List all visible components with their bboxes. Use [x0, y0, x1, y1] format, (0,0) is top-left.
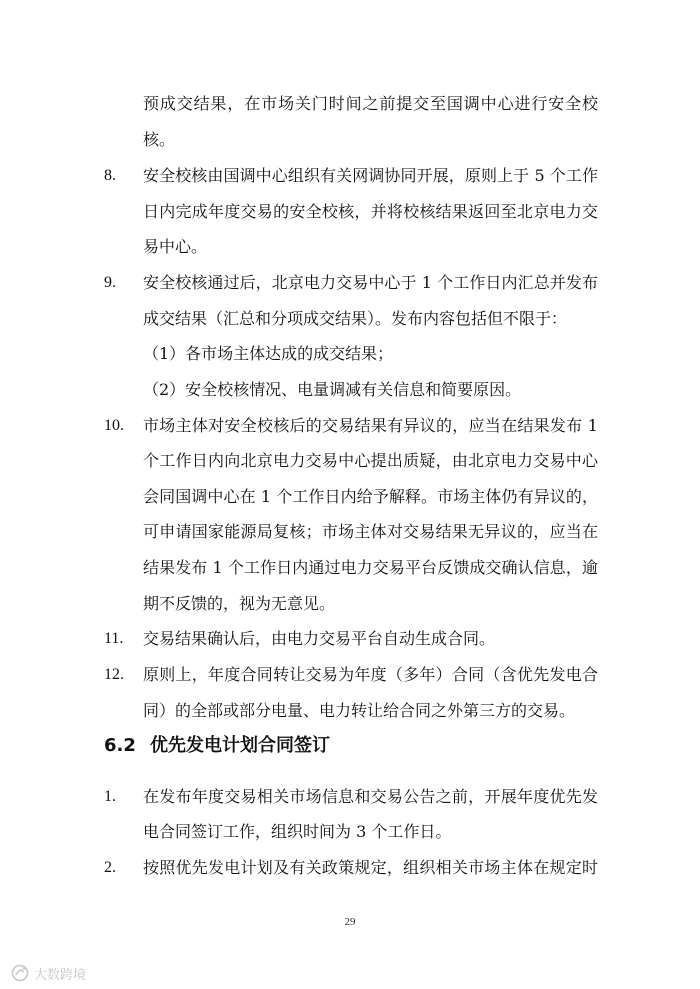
text-line: 可申请国家能源局复核；市场主体对交易结果无异议的，应当在	[143, 522, 598, 541]
text-line: 电合同签订工作，组织时间为 3 个工作日。	[143, 822, 452, 841]
list-number: 11.	[104, 630, 124, 647]
page-number: 29	[344, 916, 356, 928]
text-line: （1）各市场主体达成的成交结果；	[143, 344, 394, 363]
text-line: 按照优先发电计划及有关政策规定，组织相关市场主体在规定时	[143, 858, 598, 877]
text-line: 安全校核由国调中心组织有关网调协同开展，原则上于 5 个工作	[143, 166, 598, 185]
text-line: 在发布年度交易相关市场信息和交易公告之前，开展年度优先发	[143, 787, 598, 806]
list-number: 12.	[104, 666, 124, 683]
watermark	[10, 962, 86, 984]
list-number: 9.	[104, 274, 116, 291]
text-line: 核。	[143, 130, 176, 149]
section-number: 6.2	[104, 735, 136, 756]
list-number: 8.	[104, 167, 116, 184]
text-line: 市场主体对安全校核后的交易结果有异议的，应当在结果发布 1	[143, 416, 598, 435]
text-line: 结果发布 1 个工作日内通过电力交易平台反馈成交确认信息，逾	[143, 558, 598, 577]
watermark-text: 大数跨境	[34, 967, 87, 983]
text-line: 会同国调中心在 1 个工作日内给予解释。市场主体仍有异议的，	[143, 487, 598, 506]
list-number: 2.	[104, 859, 116, 876]
list-number: 1.	[104, 788, 116, 805]
section-heading	[104, 733, 330, 759]
section-title: 优先发电计划合同签订	[150, 735, 330, 756]
text-line: 预成交结果，在市场关门时间之前提交至国调中心进行安全校	[143, 94, 598, 113]
text-line: 同）的全部或部分电量、电力转让给合同之外第三方的交易。	[143, 701, 576, 720]
text-line: 易中心。	[143, 237, 208, 256]
text-line: （2）安全校核情况、电量调减有关信息和简要原因。	[143, 380, 522, 399]
text-line: 原则上，年度合同转让交易为年度（多年）合同（含优先发电合	[143, 665, 598, 684]
text-line: 期不反馈的，视为无意见。	[143, 594, 336, 613]
brand-logo-icon	[10, 963, 30, 983]
text-line: 交易结果确认后，由电力交易平台自动生成合同。	[143, 629, 496, 648]
text-line: 安全校核通过后，北京电力交易中心于 1 个工作日内汇总并发布	[143, 273, 598, 292]
text-line: 成交结果（汇总和分项成交结果）。发布内容包括但不限于：	[143, 309, 568, 328]
list-number: 10.	[104, 417, 124, 434]
text-line: 个工作日内向北京电力交易中心提出质疑，由北京电力交易中心	[143, 451, 598, 470]
text-line: 日内完成年度交易的安全校核，并将校核结果返回至北京电力交	[143, 202, 598, 221]
